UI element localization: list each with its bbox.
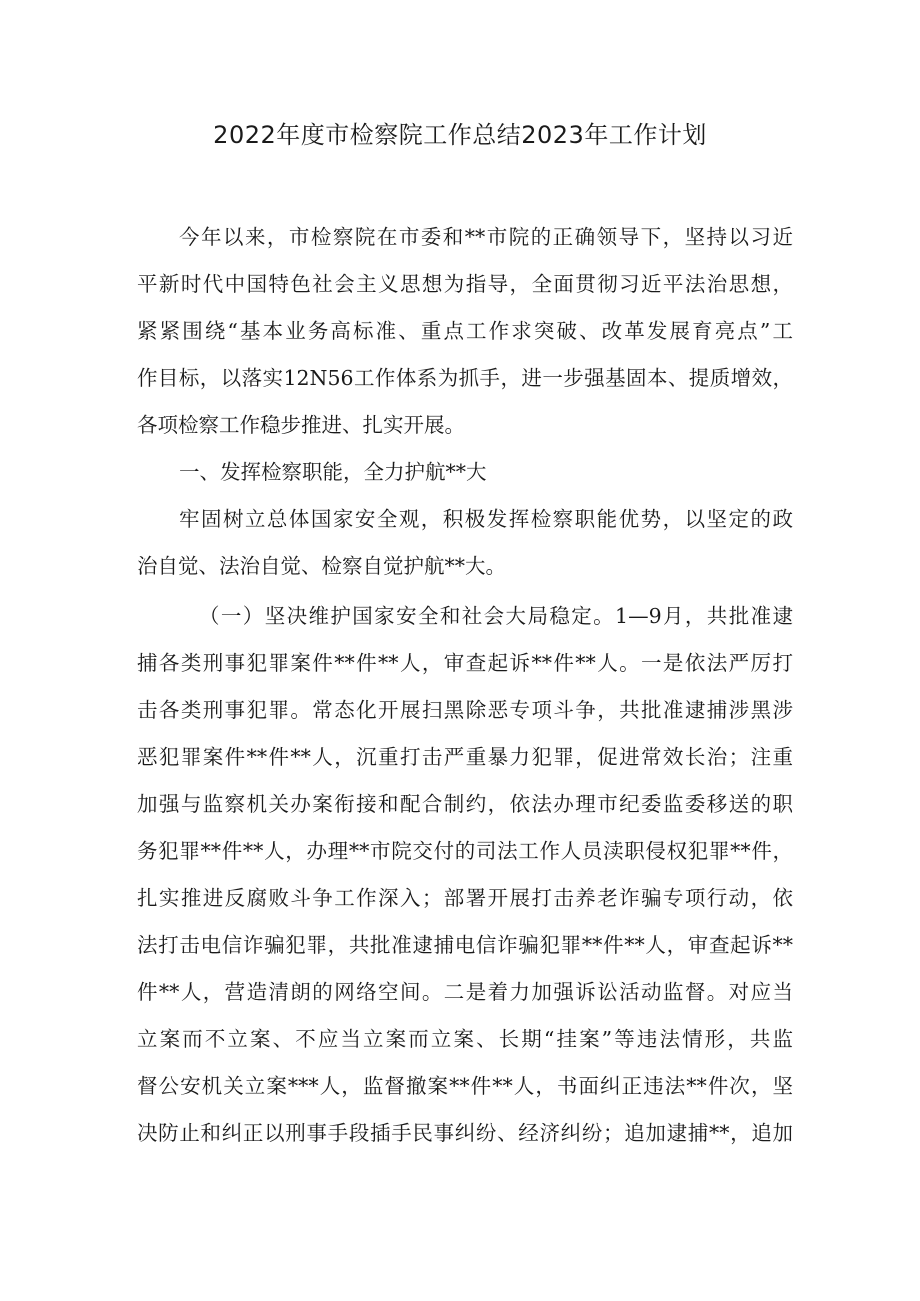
section-heading: 一、发挥检察职能，全力护航**大 — [179, 460, 487, 484]
paragraph-line: 牢固树立总体国家安全观，积极发挥检察职能优势，以坚定的政 — [179, 507, 793, 531]
paragraph-line: 务犯罪**件**人，办理**市院交付的司法工作人员渎职侵权犯罪**件， — [137, 839, 793, 863]
paragraph-line: 件**人，营造清朗的网络空间。二是着力加强诉讼活动监督。对应当 — [137, 980, 793, 1004]
paragraph-line: 作目标，以落实12N56工作体系为抓手，进一步强基固本、提质增效， — [137, 366, 793, 390]
document-title: 2022年度市检察院工作总结2023年工作计划 — [213, 121, 707, 149]
paragraph-line: 法打击电信诈骗犯罪，共批准逮捕电信诈骗犯罪**件**人，审查起诉** — [137, 933, 793, 957]
paragraph-line: 治自觉、法治自觉、检察自觉护航**大。 — [137, 554, 506, 578]
paragraph-line: 平新时代中国特色社会主义思想为指导，全面贯彻习近平法治思想， — [137, 272, 793, 296]
paragraph-line: 决防止和纠正以刑事手段插手民事纠纷、经济纠纷；追加逮捕**，追加 — [137, 1121, 793, 1145]
paragraph-line: 各项检察工作稳步推进、扎实开展。 — [137, 413, 465, 437]
paragraph-line: 恶犯罪案件**件**人，沉重打击严重暴力犯罪，促进常效长治；注重 — [137, 745, 793, 769]
paragraph-line: 加强与监察机关办案衔接和配合制约，依法办理市纪委监委移送的职 — [137, 792, 793, 816]
paragraph-line: 立案而不立案、不应当立案而立案、长期“挂案”等违法情形，共监 — [137, 1027, 793, 1051]
paragraph-line: 扎实推进反腐败斗争工作深入；部署开展打击养老诈骗专项行动，依 — [137, 886, 793, 910]
document-body — [137, 214, 793, 1157]
paragraph-line: 捕各类刑事犯罪案件**件**人，审查起诉**件**人。一是依法严厉打 — [137, 651, 793, 675]
paragraph-line: 督公安机关立案***人，监督撤案**件**人，书面纠正违法**件次，坚 — [137, 1074, 793, 1098]
paragraph-line: 紧紧围绕“基本业务高标准、重点工作求突破、改革发展育亮点”工 — [137, 319, 793, 343]
subsection-heading-line: （一）坚决维护国家安全和社会大局稳定。1—9月，共批准逮 — [199, 604, 793, 628]
paragraph-line: 击各类刑事犯罪。常态化开展扫黑除恶专项斗争，共批准逮捕涉黑涉 — [137, 698, 793, 722]
paragraph-line: 今年以来，市检察院在市委和**市院的正确领导下，坚持以习近 — [179, 225, 793, 249]
